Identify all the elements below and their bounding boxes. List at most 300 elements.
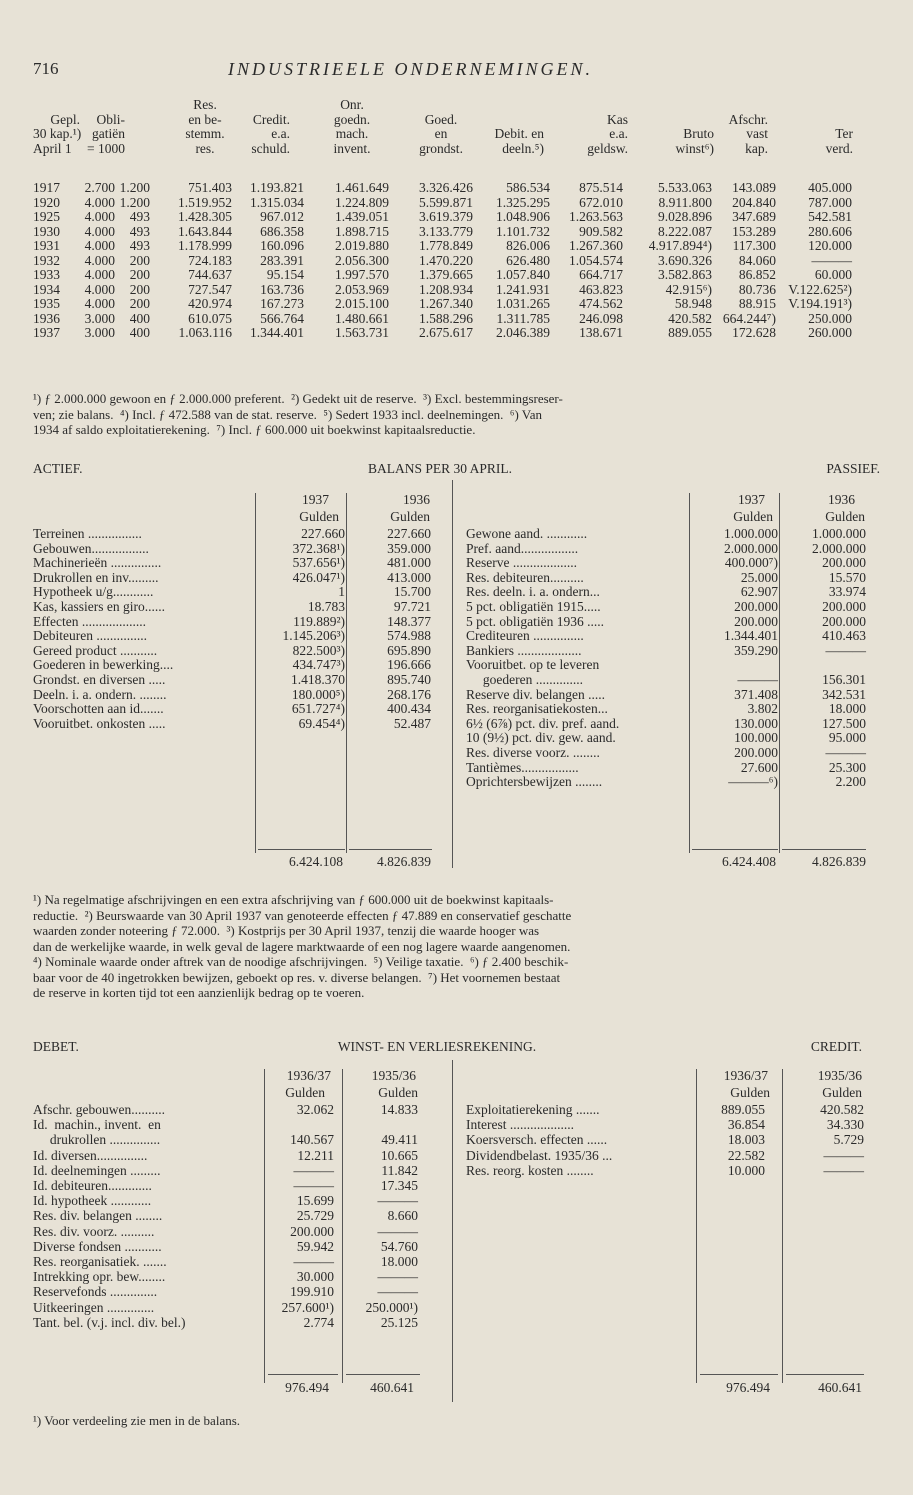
- wv-item: Id. machin., invent. en: [33, 1117, 161, 1133]
- footnote: 1934 af saldo exploitatierekening. ⁷) Incl. ƒ 600.000 uit boekwinst kapitaalsreductie.: [33, 422, 476, 437]
- table-cell: 727.547: [188, 281, 232, 297]
- column-unit: Gulden: [285, 1085, 325, 1100]
- sum-rule: [786, 1374, 864, 1375]
- wv-value: ———: [377, 1193, 418, 1209]
- wv-item: Id. deelnemingen .........: [33, 1162, 161, 1178]
- table-cell: 4.917.894⁴): [648, 238, 712, 253]
- table-header: Onr.: [340, 97, 364, 112]
- table-cell: 3.619.379: [419, 209, 473, 224]
- table-cell: 1.063.116: [178, 325, 232, 340]
- sum-rule: [700, 1374, 778, 1375]
- balans-value: 119.889²): [293, 613, 345, 629]
- table-cell: 3.582.863: [658, 267, 712, 282]
- table-cell: 8.222.087: [658, 223, 712, 239]
- table-cell: 826.006: [506, 238, 550, 253]
- balans-item: Machinerieën ...............: [33, 555, 162, 571]
- balans-item: Res. diverse voorz. ........: [466, 745, 600, 760]
- balans-value: 400.000⁷): [724, 555, 778, 571]
- wv-item: Diverse fondsen ...........: [33, 1238, 162, 1254]
- table-cell: 967.012: [260, 209, 304, 224]
- table-cell: 493: [129, 209, 150, 224]
- balans-value: 15.570: [828, 569, 866, 585]
- wv-value: 18.000: [380, 1254, 418, 1269]
- table-cell: 95.154: [266, 267, 304, 282]
- balans-item: Crediteuren ...............: [466, 628, 584, 644]
- balans-divider: [452, 480, 453, 868]
- table-cell: 2.700: [84, 180, 115, 195]
- wv-item: Reservefonds ..............: [33, 1284, 158, 1300]
- balans-item: goederen ..............: [466, 672, 583, 687]
- sum-rule: [346, 1374, 420, 1375]
- section-label-passief: PASSIEF.: [826, 461, 880, 476]
- table-cell: 86.852: [738, 267, 776, 282]
- balans-value: 359.000: [387, 540, 431, 556]
- wv-value: 257.600¹): [281, 1299, 334, 1315]
- table-header: April 1: [33, 140, 72, 156]
- balans-value: 822.500³): [292, 642, 345, 658]
- balans-item: Reserve div. belangen .....: [466, 686, 605, 702]
- section-label-debet: DEBET.: [33, 1039, 79, 1054]
- wv-value: 54.760: [380, 1238, 418, 1254]
- table-cell: 672.010: [579, 194, 623, 210]
- table-cell: 260.000: [808, 325, 852, 340]
- balans-item: Hypotheek u/g............: [33, 584, 154, 600]
- balans-value: 227.660: [301, 526, 345, 541]
- balans-value: 95.000: [828, 730, 866, 746]
- balans-value: 651.727⁴): [291, 701, 345, 717]
- column-unit: Gulden: [822, 1085, 862, 1100]
- table-header: geldsw.: [587, 140, 628, 156]
- balans-value: 200.000: [822, 555, 866, 571]
- column-year: 1936/37: [723, 1068, 768, 1083]
- table-cell: V.194.191³): [788, 296, 852, 311]
- footnote: ¹) Voor verdeeling zie men in de balans.: [33, 1413, 241, 1428]
- table-header: kap.: [745, 140, 768, 156]
- balans-value: 69.454⁴): [298, 715, 345, 731]
- wv-value: 11.842: [381, 1162, 418, 1178]
- table-cell: 1.588.296: [419, 310, 473, 326]
- balans-item: Gebouwen.................: [33, 540, 149, 556]
- table-header: stemm.: [185, 126, 225, 141]
- table-header: gatiën: [92, 126, 125, 141]
- column-year: 1937: [738, 492, 765, 507]
- table-cell: 200: [129, 267, 150, 282]
- table-cell: 4.000: [84, 296, 115, 311]
- table-cell: 566.764: [260, 310, 304, 326]
- table-header: Bruto: [683, 126, 714, 141]
- balans-value: 27.600: [740, 759, 778, 775]
- balans-value: 371.408: [734, 686, 778, 702]
- balans-value: 130.000: [734, 715, 778, 731]
- table-cell: ———: [811, 252, 852, 268]
- sum-rule: [349, 849, 432, 850]
- table-header: Res.: [193, 97, 217, 112]
- wv-item: Tant. bel. (v.j. incl. div. bel.): [33, 1314, 186, 1330]
- table-cell-year: 1934: [33, 281, 60, 297]
- table-cell: 9.028.896: [658, 209, 712, 224]
- table-cell: 4.000: [84, 238, 115, 253]
- balans-total: 6.424.108: [289, 854, 343, 869]
- footnote: reductie. ²) Beurswaarde van 30 April 1937 van genoteerde effecten ƒ 47.889 en conservatief geschatte: [33, 907, 572, 923]
- column-year: 1935/36: [371, 1068, 416, 1083]
- table-cell: 1.325.295: [496, 194, 550, 210]
- wv-value: ———: [823, 1147, 864, 1163]
- balans-value: 413.000: [387, 569, 431, 585]
- table-cell: V.122.625²): [788, 281, 852, 297]
- table-cell: 474.562: [579, 296, 623, 311]
- wv-item: Id. diversen...............: [33, 1147, 148, 1163]
- balans-value: 180.000⁵): [291, 686, 345, 702]
- column-year: 1936/37: [286, 1068, 331, 1083]
- footnote: ven; zie balans. ⁴) Incl. ƒ 472.588 van de stat. reserve. ⁵) Sedert 1933 incl. deelnemingen. ⁶) Van: [33, 406, 543, 422]
- balans-item: Res. deeln. i. a. ondern...: [466, 584, 600, 600]
- table-cell: 200: [129, 252, 150, 268]
- wv-value: 36.854: [727, 1117, 765, 1133]
- balans-value: 2.200: [835, 774, 866, 790]
- section-title-balans: BALANS PER 30 APRIL.: [367, 461, 513, 476]
- table-cell: 5.599.871: [419, 194, 473, 210]
- table-cell: 610.075: [188, 310, 232, 326]
- balans-total: 4.826.839: [377, 854, 431, 869]
- sum-rule: [782, 849, 866, 850]
- table-header: e.a.: [609, 126, 628, 141]
- table-cell: 2.675.617: [419, 325, 473, 340]
- table-header: en: [434, 126, 448, 141]
- column-year: 1937: [302, 492, 329, 507]
- wv-value: 140.567: [290, 1132, 334, 1148]
- table-header: schuld.: [251, 140, 290, 156]
- balans-value: 268.176: [387, 686, 431, 702]
- wv-item: drukrollen ...............: [33, 1132, 161, 1148]
- balans-value: 127.500: [822, 715, 866, 731]
- table-cell: 347.689: [732, 209, 776, 224]
- table-cell: 84.060: [738, 252, 776, 268]
- table-cell-year: 1920: [33, 194, 60, 210]
- balans-value: 481.000: [387, 555, 431, 571]
- table-cell: 1.315.034: [250, 194, 304, 210]
- section-title-wv: WINST- EN VERLIESREKENING.: [337, 1039, 537, 1054]
- table-cell: 250.000: [808, 310, 852, 326]
- table-cell: 1.200: [119, 180, 150, 195]
- table-cell: 80.736: [738, 281, 776, 297]
- sum-rule: [258, 849, 345, 850]
- table-cell: 283.391: [260, 252, 304, 268]
- table-cell: 4.000: [84, 223, 115, 239]
- table-header: Gepl.: [50, 111, 80, 127]
- table-cell: 664.244⁷): [722, 310, 776, 326]
- balans-item: Voorschotten aan id.......: [33, 701, 164, 717]
- footnote: de reserve in korten tijd tot een aanzienlijk bedrag op te voeren.: [33, 985, 365, 1000]
- wv-item: Interest ...................: [466, 1117, 574, 1133]
- balans-value: 97.721: [393, 599, 431, 614]
- table-cell: 153.289: [732, 223, 776, 239]
- balans-item: Debiteuren ...............: [33, 628, 147, 644]
- table-cell: 3.326.426: [419, 180, 473, 195]
- wv-value: 8.660: [387, 1208, 418, 1224]
- wv-value: 32.062: [296, 1102, 334, 1117]
- table-cell: 420.582: [668, 310, 712, 326]
- table-cell: 60.000: [814, 267, 852, 282]
- wv-value: 420.582: [820, 1102, 864, 1117]
- table-cell: 686.358: [260, 223, 304, 239]
- balans-item: Drukrollen en inv.........: [33, 569, 159, 585]
- balans-item: Grondst. en diversen .....: [33, 672, 166, 687]
- table-cell: 1.241.931: [496, 281, 550, 297]
- table-cell: 117.300: [732, 238, 776, 253]
- wv-total: 976.494: [726, 1380, 770, 1395]
- column-unit: Gulden: [299, 509, 339, 524]
- wv-value: ———: [293, 1178, 334, 1193]
- table-cell: 204.840: [732, 194, 776, 210]
- wv-value: 34.330: [826, 1117, 864, 1133]
- wv-value: ———: [377, 1223, 418, 1239]
- balans-value: 410.463: [822, 628, 866, 644]
- table-cell: 1.439.051: [335, 209, 389, 224]
- balans-item: Vooruitbet. op te leveren: [466, 657, 600, 673]
- footnote: ⁴) Nominale waarde onder aftrek van de noodige afschrijvingen. ⁵) Veilige taxatie. ⁶) ƒ 2.400 beschik-: [33, 954, 569, 969]
- table-cell: 724.183: [188, 252, 232, 268]
- balans-value: 200.000: [822, 613, 866, 629]
- table-cell: 2.015.100: [335, 296, 389, 311]
- table-cell: 1.267.340: [419, 296, 473, 311]
- wv-value: 14.833: [380, 1102, 418, 1117]
- wv-total: 976.494: [285, 1380, 329, 1395]
- wv-value: 25.729: [296, 1208, 334, 1224]
- wv-item: Exploitatierekening .......: [466, 1102, 600, 1117]
- balans-value: 1: [338, 584, 345, 600]
- table-cell: 1.054.574: [569, 252, 623, 268]
- table-cell: 1.778.849: [419, 238, 473, 253]
- table-cell: 626.480: [506, 252, 550, 268]
- table-cell-year: 1930: [33, 223, 60, 239]
- balans-value: 3.802: [747, 701, 778, 717]
- balans-item: Effecten ...................: [33, 613, 146, 629]
- wv-item: Intrekking opr. bew........: [33, 1269, 166, 1285]
- column-unit: Gulden: [390, 509, 430, 524]
- balans-item: Gereed product ...........: [33, 642, 158, 658]
- balans-value: 342.531: [822, 686, 866, 702]
- section-label-actief: ACTIEF.: [33, 461, 83, 476]
- table-cell-year: 1917: [33, 180, 60, 195]
- wv-value: 199.910: [290, 1284, 334, 1300]
- wv-value: 25.125: [380, 1314, 418, 1330]
- balans-value: 434.747³): [292, 657, 345, 673]
- table-cell: 1.344.401: [250, 325, 304, 340]
- balans-value: 2.000.000: [724, 540, 778, 556]
- balans-item: 5 pct. obligatiën 1936 .....: [466, 613, 604, 629]
- table-cell: 42.915⁶): [665, 281, 712, 297]
- wv-value: 22.582: [727, 1147, 765, 1163]
- wv-item: Dividendbelast. 1935/36 ...: [466, 1147, 613, 1163]
- table-cell: 1.470.220: [419, 252, 473, 268]
- balans-item: Kas, kassiers en giro......: [33, 599, 165, 614]
- balans-item: 6½ (6⅞) pct. div. pref. aand.: [466, 715, 620, 731]
- wv-value: 5.729: [833, 1132, 864, 1148]
- wv-item: Res. div. belangen ........: [33, 1208, 163, 1224]
- balans-value: 1.145.206³): [282, 628, 345, 644]
- balans-value: 695.890: [387, 642, 431, 658]
- balans-value: 33.974: [828, 584, 866, 600]
- table-cell: 2.053.969: [335, 281, 389, 297]
- table-header: Afschr.: [728, 111, 768, 127]
- balans-value: 25.300: [828, 759, 866, 775]
- balans-value: 52.487: [393, 715, 431, 731]
- balans-item: Terreinen ................: [33, 526, 142, 541]
- wv-item: Afschr. gebouwen..........: [33, 1102, 165, 1117]
- footnote: ¹) ƒ 2.000.000 gewoon en ƒ 2.000.000 preferent. ²) Gedekt uit de reserve. ³) Excl. bestemmingsreser-: [33, 391, 563, 406]
- table-cell: 2.056.300: [335, 252, 389, 268]
- balans-value: ———: [737, 672, 778, 687]
- column-year: 1936: [403, 492, 430, 507]
- table-cell: 143.089: [732, 180, 776, 195]
- column-unit: Gulden: [825, 509, 865, 524]
- wv-value: 889.055: [721, 1102, 765, 1117]
- table-cell: 4.000: [84, 281, 115, 297]
- balans-item: Vooruitbet. onkosten .....: [33, 715, 166, 731]
- balans-value: 200.000: [734, 599, 778, 614]
- table-cell: 1.997.570: [335, 267, 389, 282]
- balans-value: 574.988: [387, 628, 431, 644]
- table-cell: 88.915: [738, 296, 776, 311]
- table-header: en be-: [188, 111, 222, 127]
- table-cell: 1.311.785: [496, 310, 550, 326]
- table-header: Debit. en: [494, 126, 544, 141]
- table-cell: 1.057.840: [496, 267, 550, 282]
- table-header: verd.: [825, 140, 853, 156]
- column-unit: Gulden: [378, 1085, 418, 1100]
- balans-value: 148.377: [387, 613, 431, 629]
- balans-item: Res. reorganisatiekosten...: [466, 701, 608, 717]
- table-header: deeln.⁵): [502, 140, 544, 156]
- table-cell: 8.911.800: [658, 194, 712, 210]
- table-header: vast: [746, 126, 768, 141]
- balans-item: Reserve ...................: [466, 555, 577, 571]
- table-cell: 1.200: [119, 194, 150, 210]
- table-cell: 280.606: [808, 223, 852, 239]
- table-cell: 1.267.360: [569, 238, 623, 253]
- footnote: ¹) Na regelmatige afschrijvingen en een extra afschrijving van ƒ 600.000 uit de boekwinst kapitaals-: [33, 892, 554, 907]
- wv-item: Uitkeeringen ..............: [33, 1299, 155, 1315]
- balans-value: 156.301: [822, 672, 866, 687]
- table-cell: 1.263.563: [569, 209, 623, 224]
- table-header: res.: [195, 140, 215, 156]
- table-cell: 1.224.809: [335, 194, 389, 210]
- wv-total: 460.641: [818, 1380, 862, 1395]
- balans-value: ———: [825, 642, 866, 658]
- table-cell: 138.671: [579, 325, 623, 340]
- footnote: dan de werkelijke waarde, in welk geval de lagere marktwaarde of een nog lagere waarde aangenomen.: [33, 938, 571, 954]
- wv-value: 59.942: [296, 1238, 334, 1254]
- table-cell: 586.534: [506, 180, 550, 195]
- table-cell: 200: [129, 296, 150, 311]
- balans-value: 200.000: [734, 745, 778, 760]
- sum-rule: [268, 1374, 338, 1375]
- sum-rule: [692, 849, 778, 850]
- balans-item: Goederen in bewerking....: [33, 657, 174, 673]
- wv-value: 200.000: [290, 1223, 334, 1239]
- wv-item: Id. hypotheek ............: [33, 1193, 152, 1209]
- balans-value: 1.344.401: [724, 628, 778, 644]
- table-cell: 405.000: [808, 180, 852, 195]
- table-cell: 4.000: [84, 252, 115, 268]
- table-cell-year: 1933: [33, 267, 60, 282]
- balans-value: 1.000.000: [812, 526, 866, 541]
- table-header: Ter: [835, 126, 853, 141]
- table-cell: 787.000: [808, 194, 852, 210]
- table-cell: 58.948: [674, 296, 712, 311]
- table-header: 30 kap.¹): [33, 126, 82, 141]
- wv-value: 15.699: [296, 1193, 334, 1209]
- table-cell: 1.048.906: [496, 209, 550, 224]
- table-header: winst⁶): [675, 140, 714, 156]
- balans-total: 6.424.408: [722, 854, 776, 869]
- table-cell: 3.690.326: [658, 252, 712, 268]
- column-unit: Gulden: [730, 1085, 770, 1100]
- table-cell: 493: [129, 238, 150, 253]
- table-header: Goed.: [424, 111, 458, 127]
- wv-item: Koersversch. effecten ......: [466, 1132, 608, 1148]
- balans-value: ———⁶): [728, 774, 778, 790]
- footnote: baar voor de 40 ingetrokken bewijzen, geboekt op res. v. diverse belangen. ⁷) Het voornemen bestaat: [33, 969, 561, 985]
- table-cell: 1.461.649: [335, 180, 389, 195]
- wv-value: ———: [377, 1284, 418, 1300]
- balans-value: 62.907: [740, 584, 778, 600]
- wv-value: 17.345: [380, 1178, 418, 1193]
- table-cell: 751.403: [188, 180, 232, 195]
- balans-value: 18.000: [828, 701, 866, 717]
- balans-item: 5 pct. obligatiën 1915.....: [466, 599, 601, 614]
- balans-value: 25.000: [740, 569, 778, 585]
- balans-value: 18.783: [307, 599, 345, 614]
- table-cell: 1.643.844: [178, 223, 232, 239]
- table-cell-year: 1935: [33, 296, 60, 311]
- table-cell: 4.000: [84, 267, 115, 282]
- wv-value: 30.000: [296, 1269, 334, 1285]
- table-cell: 420.974: [188, 296, 232, 311]
- wv-item: Id. debiteuren.............: [33, 1178, 152, 1193]
- balans-value: 227.660: [387, 526, 431, 541]
- table-cell-year: 1925: [33, 209, 60, 224]
- page-title: INDUSTRIEELE ONDERNEMINGEN.: [228, 59, 593, 79]
- table-cell: 1.208.934: [419, 281, 473, 297]
- table-cell-year: 1937: [33, 325, 60, 340]
- column-year: 1936: [828, 492, 855, 507]
- wv-value: ———: [293, 1162, 334, 1178]
- wv-item: Res. reorganisatiek. .......: [33, 1254, 167, 1269]
- wv-divider: [452, 1060, 453, 1402]
- wv-value: 49.411: [381, 1132, 418, 1148]
- table-cell: 3.000: [84, 310, 115, 326]
- table-cell: 163.736: [260, 281, 304, 297]
- table-cell: 172.628: [732, 325, 776, 340]
- balans-value: 2.000.000: [812, 540, 866, 556]
- table-cell: 246.098: [579, 310, 623, 326]
- table-cell: 167.273: [260, 296, 304, 311]
- balans-value: 372.368¹): [292, 540, 345, 556]
- section-label-credit: CREDIT.: [810, 1039, 862, 1054]
- table-cell: 4.000: [84, 209, 115, 224]
- balans-value: 1.000.000: [724, 526, 778, 541]
- balans-item: Tantièmes.................: [466, 759, 579, 775]
- wv-value: 250.000¹): [365, 1299, 418, 1315]
- wv-item: Res. div. voorz. ..........: [33, 1223, 155, 1239]
- table-cell: 400: [129, 310, 150, 326]
- table-cell: 1.428.305: [178, 209, 232, 224]
- wv-value: ———: [823, 1162, 864, 1178]
- page-number: 716: [33, 59, 59, 78]
- table-header: mach.: [335, 126, 369, 141]
- balans-total: 4.826.839: [812, 854, 866, 869]
